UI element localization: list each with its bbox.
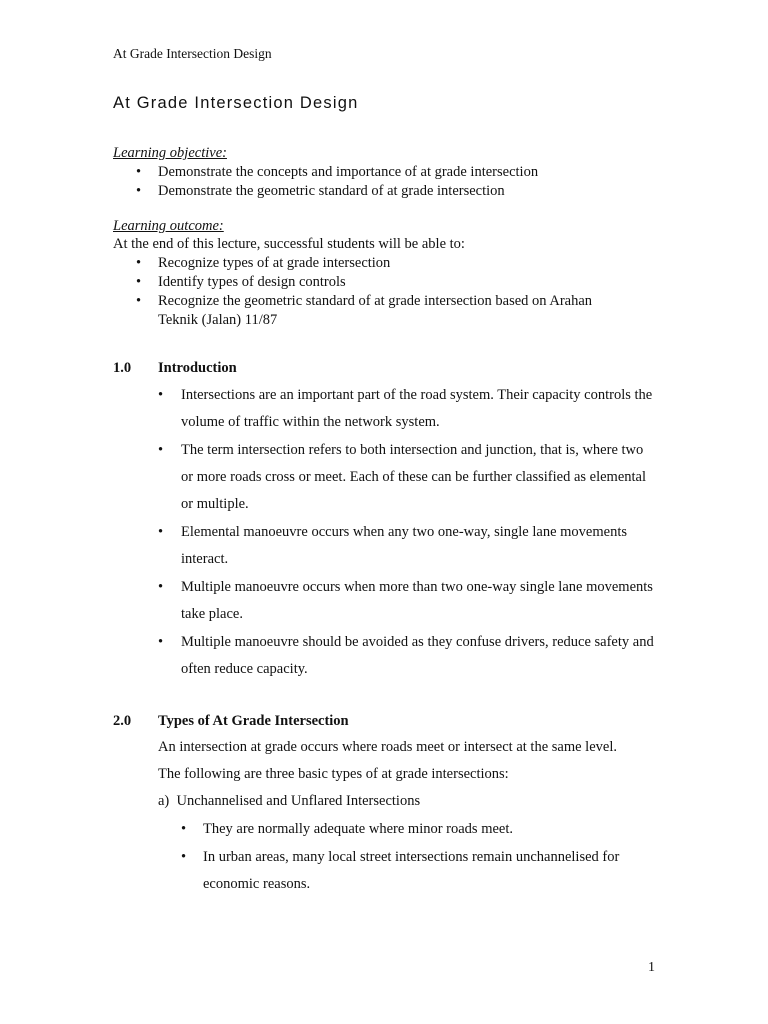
list-item [113,163,673,182]
list-item-text: Multiple manoeuvre occurs when more than two one-way single lane movements take place. [181,579,653,622]
section-heading-types [113,713,349,730]
section-heading-introduction [113,360,237,377]
list-item-text: Recognize types of at grade intersection [158,255,391,271]
bullet-icon: • [181,821,187,837]
list-item [113,273,633,292]
bullet-icon: • [136,255,142,271]
list-item-text: The term intersection refers to both intersection and junction, that is, where two or more roads cross or meet. Each of these can be further classified as elemental or multiple. [181,442,647,512]
bullet-icon: • [158,387,164,403]
document-title: At Grade Intersection Design [113,94,359,112]
list-item [158,519,658,573]
page-number: 1 [648,960,655,975]
learning-outcome-intro: At the end of this lecture, successful students will be able to: [113,236,465,252]
bullet-icon: • [158,442,164,458]
bullet-icon: • [136,183,142,199]
section-title: Types of At Grade Intersection [158,713,349,729]
section-number: 1.0 [113,360,132,376]
subsection-a-list [181,816,661,899]
list-item-text: Demonstrate the geometric standard of at grade intersection [158,183,505,199]
list-item [113,182,673,201]
bullet-icon: • [136,274,142,290]
bullet-icon: • [181,849,187,865]
section-number: 2.0 [113,713,132,729]
bullet-icon: • [136,293,142,309]
list-item-text: Elemental manoeuvre occurs when any two one-way, single lane movements interact. [181,524,627,567]
list-item-text: They are normally adequate where minor roads meet. [203,821,514,837]
list-item-text: Intersections are an important part of the road system. Their capacity controls the volume of traffic within the network system. [181,387,653,430]
list-item [113,292,633,330]
list-item-text: Identify types of design controls [158,274,346,290]
learning-outcome-list [113,254,633,330]
list-item [158,574,658,628]
list-item [158,382,658,436]
introduction-list [158,382,658,684]
learning-objective-list [113,163,673,201]
list-item [158,629,658,683]
list-item-text: Recognize the geometric standard of at grade intersection based on Arahan Teknik (Jalan) 11/87 [158,293,593,328]
bullet-icon: • [158,579,164,595]
list-item [113,254,633,273]
learning-outcome-label: Learning outcome: [113,218,224,234]
bullet-icon: • [158,634,164,650]
subsection-a-heading: a) Unchannelised and Unflared Intersections [158,793,421,809]
section-paragraph: The following are three basic types of at grade intersections: [158,766,509,782]
bullet-icon: • [136,164,142,180]
section-title: Introduction [158,360,237,376]
running-header: At Grade Intersection Design [113,46,272,61]
learning-objective-label: Learning objective: [113,145,227,161]
bullet-icon: • [158,524,164,540]
section-paragraph: An intersection at grade occurs where roads meet or intersect at the same level. [158,739,617,755]
list-item-text: Demonstrate the concepts and importance of at grade intersection [158,164,539,180]
list-item-text: In urban areas, many local street intersections remain unchannelised for economic reasons. [203,849,620,892]
list-item [158,437,658,518]
list-item [181,816,661,843]
list-item [181,844,661,898]
list-item-text: Multiple manoeuvre should be avoided as they confuse drivers, reduce safety and often reduce capacity. [181,634,654,677]
